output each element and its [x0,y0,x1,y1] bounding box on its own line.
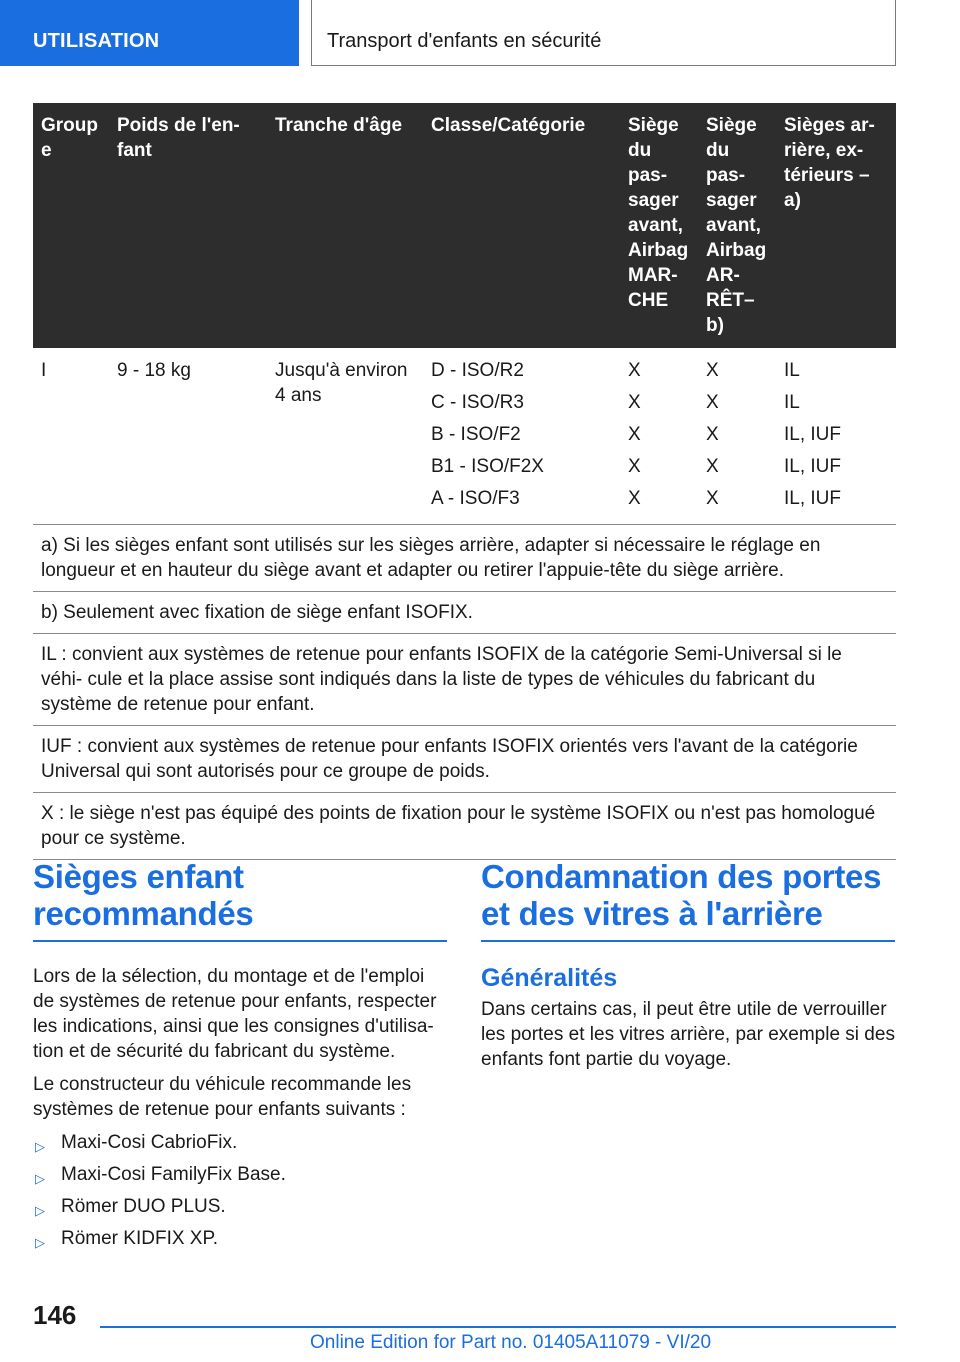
cell-age: Jusqu'à environ 4 ans [267,348,423,525]
triangle-bullet-icon: ▷ [35,1203,45,1218]
triangle-bullet-icon: ▷ [35,1235,45,1250]
col-age: Tranche d'âge [267,103,423,348]
recommended-list [33,1130,447,1251]
list-item: ▷ Römer KIDFIX XP. [33,1226,447,1251]
page-number: 146 [33,1300,77,1330]
col-rear: Sièges ar- rière, ex- térieurs – a) [776,103,896,348]
class-item: D - ISO/R2 [431,360,524,381]
class-item: B - ISO/F2 [431,424,521,445]
list-item: ▷ Römer DUO PLUS. [33,1194,447,1219]
class-item: C - ISO/R3 [431,392,524,413]
footnote-a: a) Si les sièges enfant sont utilisés sur les sièges arrière, adapter si nécessaire le réglage en longueur et en hauteur du siège avant et adapter ou retirer l'appuie-tête du siège arrière. [33,525,896,592]
table-note-row [33,634,896,726]
paragraph: Dans certains cas, il peut être utile de verrouiller les portes et les vitres arrière, par exemple si des enfants font partie du voyage. [481,999,895,1070]
edition-info: Online Edition for Part no. 01405A11079 - VI/20 [310,1332,712,1353]
rear-item: IL, IUF [784,456,842,477]
table-note-row [33,726,896,793]
child-lock-section [481,858,895,1080]
mark: X [706,456,719,477]
footnote-b: b) Seulement avec fixation de siège enfant ISOFIX. [33,592,896,634]
legend-x: X : le siège n'est pas équipé des points de fixation pour le système ISOFIX ou n'est pas homologué pour ce système. [33,793,896,860]
col-class: Classe/Catégorie [423,103,620,348]
mark: X [706,360,719,381]
page-header [0,0,960,66]
table-note-row [33,793,896,860]
cell-group: I [33,348,109,525]
table-note-row [33,525,896,592]
table-row [33,348,896,525]
table-note-row [33,592,896,634]
list-item: ▷ Maxi-Cosi FamilyFix Base. [33,1162,447,1187]
mark: X [628,392,641,413]
cell-airbag-on [620,348,698,525]
rear-item: IL, IUF [784,488,842,509]
triangle-bullet-icon: ▷ [35,1171,45,1186]
section-heading: Sièges enfant recommandés [33,858,447,942]
paragraph: Le constructeur du véhicule recommande les systèmes de retenue pour enfants suivants : [33,1074,412,1120]
footer-divider [100,1326,896,1328]
list-item: ▷ Maxi-Cosi CabrioFix. [33,1130,447,1155]
rear-item: IL [784,392,800,413]
mark: X [706,392,719,413]
cell-rear [776,348,896,525]
rear-item: IL [784,360,800,381]
legend-il: IL : convient aux systèmes de retenue pour enfants ISOFIX de la catégorie Semi-Universal si le véhi- cule et la place assise sont indiqués dans la liste de types de véhicules du fabricant du système de retenue pour enfant. [33,634,896,726]
paragraph: Lors de la sélection, du montage et de l'emploi de systèmes de retenue pour enfants, respecter les indications, ainsi que les consignes d'utilisa- tion et de sécurité du fabricant du système. [33,966,437,1062]
mark: X [628,360,641,381]
legend-iuf: IUF : convient aux systèmes de retenue pour enfants ISOFIX orientés vers l'avant de la catégorie Universal qui sont autorisés pour ce groupe de poids. [33,726,896,793]
subsection-heading: Généralités [481,964,618,992]
triangle-bullet-icon: ▷ [35,1139,45,1154]
isofix-table [33,103,896,860]
mark: X [628,488,641,509]
mark: X [628,424,641,445]
mark: X [706,488,719,509]
chapter-title: Transport d'enfants en sécurité [311,0,896,66]
col-airbag-off: Siège du pas- sager avant, Airbag AR- RÊT– b) [698,103,776,348]
cell-classes [423,348,620,525]
section-heading: Condamnation des portes et des vitres à l'arrière [481,858,895,942]
table-header-row [33,103,896,348]
cell-airbag-off [698,348,776,525]
cell-weight: 9 - 18 kg [109,348,267,525]
col-group: Group e [33,103,109,348]
mark: X [628,456,641,477]
section-tab: UTILISATION [0,0,299,66]
class-item: A - ISO/F3 [431,488,520,509]
col-airbag-on: Siège du pas- sager avant, Airbag MAR- CHE [620,103,698,348]
mark: X [706,424,719,445]
col-weight: Poids de l'en- fant [109,103,267,348]
recommended-seats-section [33,858,447,1258]
rear-item: IL, IUF [784,424,842,445]
class-item: B1 - ISO/F2X [431,456,544,477]
